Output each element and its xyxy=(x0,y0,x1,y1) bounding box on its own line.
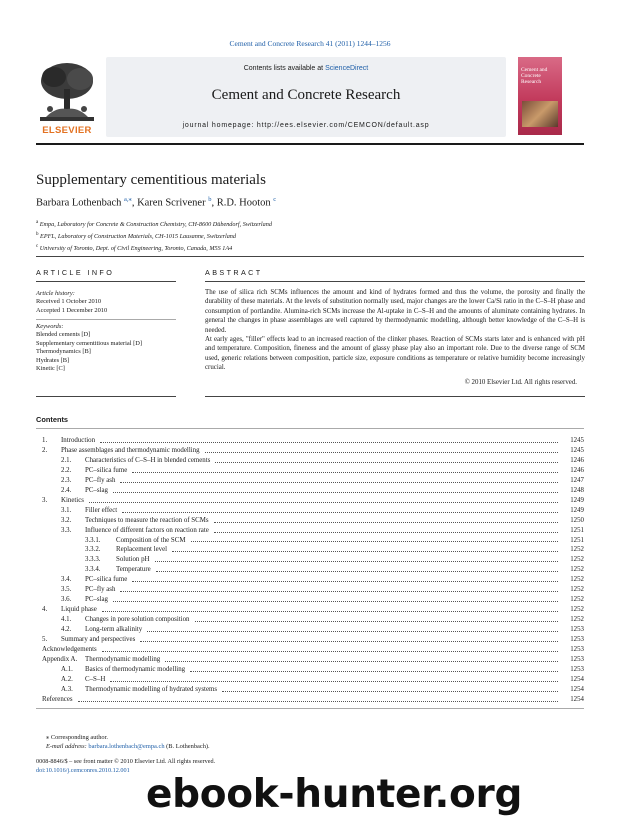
toc-entry-title[interactable]: Basics of thermodynamic modelling xyxy=(85,665,186,673)
elsevier-tree-logo xyxy=(36,59,98,135)
journal-masthead xyxy=(36,57,586,137)
keyword: Supplementary cementitious material [D] xyxy=(36,339,142,347)
toc-leader-dots xyxy=(110,672,558,682)
journal-homepage xyxy=(106,122,506,129)
author-name: Karen Scrivener xyxy=(137,197,206,209)
keyword: Blended cements [D] xyxy=(36,331,91,339)
toc-entry-number: A.1. xyxy=(61,665,73,673)
toc-entry-number: 3.1. xyxy=(61,506,72,514)
contents-divider xyxy=(36,428,584,429)
toc-entry-page: 1254 xyxy=(570,675,584,683)
journal-title: Cement and Concrete Research xyxy=(211,87,401,103)
accepted-date: Accepted 1 December 2010 xyxy=(36,306,108,314)
affiliation: $^a$ Empa, Laboratory for Concrete & Construction Chemistry, CH-8600 Dübendorf, Switzerland xyxy=(36,220,272,229)
toc-entry-title[interactable]: Long-term alkalinity xyxy=(85,626,143,634)
toc-entry-number: 2.3. xyxy=(61,476,72,484)
journal-cover-thumbnail xyxy=(518,57,562,135)
toc-entry-page: 1252 xyxy=(570,566,584,574)
toc-entry-title[interactable]: C–S–H xyxy=(85,675,106,683)
author-affiliation-link[interactable]: b xyxy=(208,196,212,203)
toc-entry-page: 1249 xyxy=(570,496,584,504)
affiliation-list xyxy=(36,218,272,254)
abstract-body xyxy=(205,288,585,373)
keywords-label: Keywords: xyxy=(36,323,64,330)
toc-entry-number: 5. xyxy=(42,636,48,644)
toc-entry-page: 1253 xyxy=(570,636,584,644)
article-info-divider xyxy=(36,319,176,320)
keyword: Kinetic [C] xyxy=(36,365,65,373)
cover-photo xyxy=(522,101,558,127)
toc-entry-number: 3.2. xyxy=(61,516,72,524)
toc-leader-dots xyxy=(215,453,558,463)
toc-entry-number: A.3. xyxy=(61,685,73,693)
front-matter-notice: 0008-8846/$ – see front matter © 2010 Elsevier Ltd. All rights reserved. xyxy=(36,758,216,765)
toc-entry-number: 2. xyxy=(42,446,48,454)
contents-prefix: Contents lists available at xyxy=(243,65,326,72)
copyright-notice: © 2010 Elsevier Ltd. All rights reserved. xyxy=(464,379,577,386)
received-date: Received 1 October 2010 xyxy=(36,298,102,306)
toc-entry-title[interactable]: Thermodynamic modelling of hydrated systems xyxy=(85,685,218,693)
toc-entry-title[interactable]: Techniques to measure the reaction of SCMs xyxy=(85,516,209,524)
toc-leader-dots xyxy=(102,602,558,612)
toc-entry-page: 1252 xyxy=(570,586,584,594)
toc-entry-page: 1250 xyxy=(570,516,584,524)
toc-entry-title[interactable]: Influence of different factors on reaction rate xyxy=(85,526,209,534)
toc-entry-number: 3.3.1. xyxy=(85,536,101,544)
toc-leader-dots xyxy=(165,652,558,662)
toc-entry-page: 1254 xyxy=(570,695,584,703)
toc-leader-dots xyxy=(214,513,558,523)
toc-leader-dots xyxy=(132,572,558,582)
masthead-divider xyxy=(36,143,584,145)
toc-leader-dots xyxy=(78,692,558,702)
cover-title: Cement and Concrete Research xyxy=(521,67,548,85)
table-of-contents xyxy=(36,436,584,705)
abstract-paragraph: The use of silica rich SCMs influences the amount and kind of hydrates formed and thus the volume, the porosity and finally the durability of these materials. At the levels of substitution normally used, major changes are the lower Ca/Si ratio in the C–S–H phase and consumption of portlandite. Alumina-rich SCMs increase the Al-uptake in C–S–H and the amounts of aluminate containing hydrates. In general the changes in phase assemblages are well captured by thermodynamic modelling, although better knowledge of the C–S–H is needed. xyxy=(205,289,585,334)
toc-leader-dots xyxy=(102,642,558,652)
toc-entry-number: 3.3.2. xyxy=(85,546,101,554)
footnote-mark: ⁎ xyxy=(46,734,50,741)
abstract-divider xyxy=(205,281,585,282)
toc-entry-title[interactable]: Changes in pore solution composition xyxy=(85,616,190,624)
toc-entry-number: 1. xyxy=(42,437,48,444)
toc-entry-number: 2.4. xyxy=(61,486,72,494)
toc-entry-number: 2.2. xyxy=(61,466,72,474)
toc-entry-page: 1246 xyxy=(570,466,584,474)
author-affiliation-link[interactable]: a,⁎ xyxy=(124,196,132,203)
toc-leader-dots xyxy=(172,542,558,552)
toc-entry[interactable] xyxy=(36,695,584,705)
toc-entry-page: 1249 xyxy=(570,506,584,514)
section-divider xyxy=(36,256,584,257)
affiliation: $^b$ EPFL, Laboratory of Construction Materials, CH-1015 Lausanne, Switzerland xyxy=(36,232,236,241)
keywords-block xyxy=(36,323,142,373)
corresponding-author-footnote xyxy=(46,733,210,751)
email-label: E-mail address: xyxy=(46,743,87,750)
article-history xyxy=(36,290,107,315)
toc-leader-dots xyxy=(113,592,558,602)
toc-entry-title[interactable]: Composition of the SCM xyxy=(116,536,186,544)
toc-leader-dots xyxy=(120,473,558,483)
toc-entry-title[interactable]: PC–silica fume xyxy=(85,466,128,474)
toc-leader-dots xyxy=(205,443,558,453)
toc-entry-number: 3.3. xyxy=(61,526,72,534)
journal-reference[interactable]: Cement and Concrete Research 41 (2011) 1244–1256 xyxy=(229,39,391,48)
toc-entry-page: 1245 xyxy=(570,437,584,444)
toc-entry-number: 4. xyxy=(42,606,48,614)
article-info-divider xyxy=(36,281,176,282)
toc-entry-number: Appendix A. xyxy=(42,655,78,663)
toc-entry-number: 3.5. xyxy=(61,586,72,594)
toc-entry-page: 1254 xyxy=(570,685,584,693)
keyword: Thermodynamics [B] xyxy=(36,348,91,356)
toc-entry-title[interactable]: Liquid phase xyxy=(61,606,97,614)
affiliation: $^c$ University of Toronto, Dept. of Civil Engineering, Toronto, Canada, M5S 1A4 xyxy=(36,244,233,253)
article-title: Supplementary cementitious materials xyxy=(36,172,266,188)
author-email-link[interactable]: barbara.lothenbach@empa.ch xyxy=(88,743,165,750)
toc-leader-dots xyxy=(195,612,558,622)
toc-leader-dots xyxy=(89,493,558,503)
abstract-paragraph: At early ages, "filler" effects lead to an increased reaction of the clinker phases. Reaction of SCMs starts later and is enhanced with pH and temperature. Composition, fineness and the amount of glassy phase play also an important role. Due to the diverse range of SCM used, generic relations between composition, particle size, exposure conditions as temperature or relative humidity become increasingly crucial. xyxy=(205,336,585,372)
toc-leader-dots xyxy=(100,433,558,443)
watermark-text: ebook-hunter.org xyxy=(146,772,523,817)
toc-leader-dots xyxy=(191,533,558,543)
homepage-prefix: journal homepage: xyxy=(182,122,257,129)
toc-entry-title[interactable]: Characteristics of C–S–H in blended cements xyxy=(85,456,211,464)
toc-entry-title[interactable]: Acknowledgements xyxy=(42,646,97,654)
toc-entry-page: 1247 xyxy=(570,476,584,484)
toc-entry-page: 1253 xyxy=(570,665,584,673)
toc-leader-dots xyxy=(156,562,558,572)
contents-divider xyxy=(36,708,584,709)
toc-leader-dots xyxy=(214,523,558,533)
toc-entry-page: 1245 xyxy=(570,446,584,454)
toc-leader-dots xyxy=(222,682,558,692)
publisher-name: ELSEVIER xyxy=(42,125,92,136)
toc-leader-dots xyxy=(113,483,558,493)
toc-entry-page: 1252 xyxy=(570,616,584,624)
toc-entry-number: 4.1. xyxy=(61,616,72,624)
toc-leader-dots xyxy=(155,552,558,562)
toc-entry-number: 3.4. xyxy=(61,576,72,584)
toc-entry-number: 3. xyxy=(42,496,48,504)
toc-entry-number: 4.2. xyxy=(61,626,72,634)
toc-entry-title[interactable]: Kinetics xyxy=(61,496,84,504)
footnote-text: Corresponding author. xyxy=(50,734,108,741)
toc-leader-dots xyxy=(147,622,558,632)
toc-entry-page: 1253 xyxy=(570,626,584,634)
toc-entry-title[interactable]: Introduction xyxy=(61,437,96,444)
sciencedirect-link[interactable]: ScienceDirect xyxy=(325,65,369,72)
toc-leader-dots xyxy=(132,463,558,473)
homepage-url-link[interactable]: http://ees.elsevier.com/CEMCON/default.asp xyxy=(256,122,430,129)
toc-entry-title[interactable]: Replacement level xyxy=(116,546,168,554)
masthead-banner xyxy=(106,57,506,137)
toc-entry-page: 1252 xyxy=(570,546,584,554)
email-suffix: (B. Lothenbach). xyxy=(166,743,210,750)
contents-heading: Contents xyxy=(36,415,69,424)
toc-entry-title[interactable]: Solution pH xyxy=(116,556,150,564)
toc-entry-number: 3.3.4. xyxy=(85,566,101,574)
toc-leader-dots xyxy=(140,632,558,642)
toc-entry-page: 1252 xyxy=(570,556,584,564)
history-label: Article history: xyxy=(36,290,75,297)
contents-availability xyxy=(106,65,506,72)
toc-entry-title[interactable]: References xyxy=(42,695,73,703)
toc-entry-page: 1253 xyxy=(570,646,584,654)
toc-entry-number: 3.6. xyxy=(61,596,72,604)
toc-entry-page: 1252 xyxy=(570,576,584,584)
toc-entry-title[interactable]: PC–silica fume xyxy=(85,576,128,584)
toc-entry-page: 1253 xyxy=(570,655,584,663)
toc-entry-page: 1252 xyxy=(570,606,584,614)
toc-entry-page: 1248 xyxy=(570,486,584,494)
abstract-heading: ABSTRACT xyxy=(205,268,263,277)
toc-entry-page: 1251 xyxy=(570,536,584,544)
toc-entry-page: 1251 xyxy=(570,526,584,534)
keyword: Hydrates [B] xyxy=(36,356,70,364)
toc-entry-title[interactable]: Phase assemblages and thermodynamic modelling xyxy=(61,446,200,454)
toc-entry-title[interactable]: Summary and perspectives xyxy=(61,636,136,644)
toc-entry-title[interactable]: Filler effect xyxy=(85,506,118,514)
toc-entry-title[interactable]: PC–fly ash xyxy=(85,476,116,484)
toc-entry-number: A.2. xyxy=(61,675,73,683)
article-info-heading: ARTICLE INFO xyxy=(36,268,115,277)
toc-entry-title[interactable]: PC–slag xyxy=(85,596,108,604)
doi-link[interactable]: doi:10.1016/j.cemconres.2010.12.001 xyxy=(36,767,130,774)
toc-entry-title[interactable]: Thermodynamic modelling xyxy=(85,655,161,663)
abstract-divider xyxy=(205,396,585,397)
toc-entry-title[interactable]: PC–slag xyxy=(85,486,108,494)
toc-entry-title[interactable]: Temperature xyxy=(116,566,151,574)
article-info-divider xyxy=(36,396,176,397)
author-name: Barbara Lothenbach xyxy=(36,197,122,209)
toc-entry-page: 1252 xyxy=(570,596,584,604)
author-list: Barbara Lothenbach $^{a,⁎}$, Karen Scrivener $^b$, R.D. Hooton $^c$ xyxy=(36,196,277,209)
author-name: R.D. Hooton xyxy=(216,197,271,209)
toc-entry-page: 1246 xyxy=(570,456,584,464)
toc-leader-dots xyxy=(190,662,558,672)
toc-entry-number: 3.3.3. xyxy=(85,556,101,564)
toc-leader-dots xyxy=(122,503,558,513)
toc-leader-dots xyxy=(120,582,558,592)
toc-entry-number: 2.1. xyxy=(61,456,72,464)
toc-entry-title[interactable]: PC–fly ash xyxy=(85,586,116,594)
author-affiliation-link[interactable]: c xyxy=(273,196,277,203)
